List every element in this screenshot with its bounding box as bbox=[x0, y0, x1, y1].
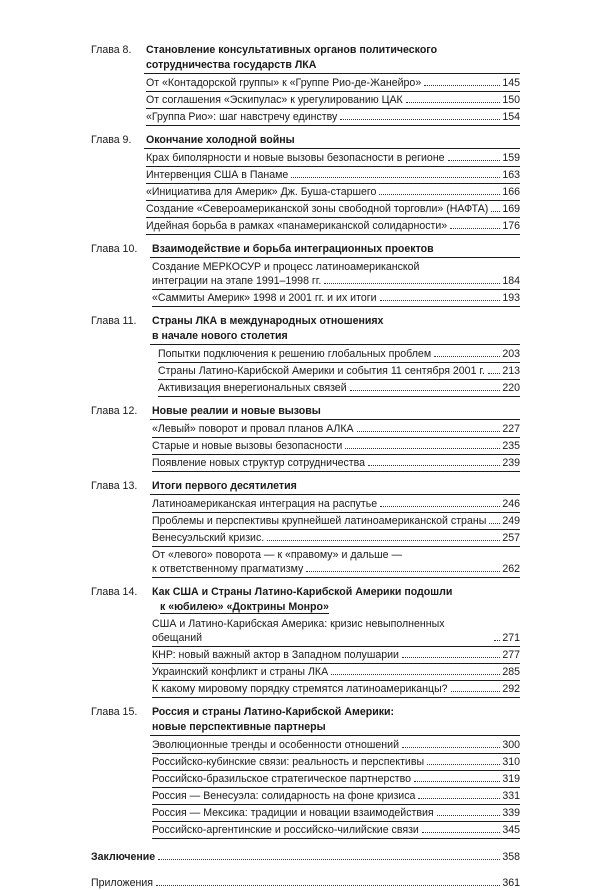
toc-entry[interactable]: Украинский конфликт и страны ЛКА 285 bbox=[152, 665, 520, 681]
toc-entry[interactable]: Интервенция США в Панаме 163 bbox=[146, 168, 520, 184]
toc-entry[interactable]: Идейная борьба в рамках «панамериканской солидарности» 176 bbox=[146, 219, 520, 235]
toc-entry-conclusion[interactable]: Заключение 358 bbox=[91, 851, 520, 863]
toc-entry[interactable]: Старые и новые вызовы безопасности 235 bbox=[152, 439, 520, 455]
toc-entry[interactable]: «Инициатива для Америк» Дж. Буша-старшего 166 bbox=[146, 185, 520, 201]
page-number: 345 bbox=[502, 824, 520, 836]
toc-entry[interactable]: Создание МЕРКОСУР и процесс латиноамериканской интеграции на этапе 1991–1998 гг. 184 bbox=[152, 260, 520, 290]
chapter-title: Окончание холодной войны bbox=[144, 133, 520, 149]
toc-entry[interactable]: Венесуэльский кризис. 257 bbox=[152, 531, 520, 547]
toc-entry[interactable]: От «левого» поворота — к «правому» и дальше — к ответственному прагматизму 262 bbox=[152, 548, 520, 578]
toc-entry[interactable]: Создание «Североамериканской зоны свободной торговли» (НАФТА) 169 bbox=[146, 202, 520, 218]
page-number: 277 bbox=[502, 649, 520, 661]
toc-entry[interactable]: Проблемы и перспективы крупнейшей латиноамериканской страны 249 bbox=[152, 514, 520, 530]
chapter-label: Глава 9. bbox=[91, 134, 132, 146]
page-number: 271 bbox=[502, 632, 520, 644]
toc-entry[interactable]: КНР: новый важный актор в Западном полушарии 277 bbox=[152, 648, 520, 664]
page-number: 154 bbox=[502, 111, 520, 123]
page-number: 249 bbox=[502, 515, 520, 527]
toc-entry[interactable]: Латиноамериканская интеграция на распутье 246 bbox=[152, 497, 520, 513]
toc-entry[interactable]: От «Контадорской группы» к «Группе Рио-де-Жанейро» 145 bbox=[146, 76, 520, 92]
page-number: 319 bbox=[502, 773, 520, 785]
toc-entry[interactable]: «Саммиты Америк» 1998 и 2001 гг. и их итоги 193 bbox=[152, 291, 520, 307]
page-number: 331 bbox=[502, 790, 520, 802]
toc-entry[interactable]: Эволюционные тренды и особенности отношений 300 bbox=[152, 738, 520, 754]
toc-entry[interactable]: Активизация внерегиональных связей 220 bbox=[158, 381, 520, 397]
page-number: 220 bbox=[502, 382, 520, 394]
toc-entry[interactable]: Россия — Венесуэла: солидарность на фоне кризиса 331 bbox=[152, 789, 520, 805]
page-number: 166 bbox=[502, 186, 520, 198]
page-number: 339 bbox=[502, 807, 520, 819]
page-number: 203 bbox=[502, 348, 520, 360]
chapter-label: Глава 8. bbox=[91, 44, 132, 56]
chapter-15 bbox=[91, 705, 520, 840]
toc-entry[interactable]: Попытки подключения к решению глобальных проблем 203 bbox=[158, 347, 520, 363]
chapter-label: Глава 11. bbox=[91, 315, 137, 327]
page-number: 227 bbox=[502, 423, 520, 435]
toc-entry[interactable]: Российско-бразильское стратегическое партнерство 319 bbox=[152, 772, 520, 788]
chapter-title: Как США и Страны Латино-Карибской Америки подошли к «юбилею» «Доктрины Монро» bbox=[152, 586, 453, 613]
page-number: 310 bbox=[502, 756, 520, 768]
page-number: 300 bbox=[502, 739, 520, 751]
page-number: 150 bbox=[502, 94, 520, 106]
toc-entry[interactable]: Страны Латино-Карибской Америки и события 11 сентября 2001 г. 213 bbox=[158, 364, 520, 380]
page-number: 285 bbox=[502, 666, 520, 678]
page-number: 358 bbox=[502, 851, 520, 863]
chapter-13 bbox=[91, 479, 520, 579]
page-number: 213 bbox=[502, 365, 520, 377]
chapter-12 bbox=[91, 404, 520, 473]
toc-entry[interactable]: США и Латино-Карибская Америка: кризис невыполненных обещаний 271 bbox=[152, 617, 520, 647]
page-number: 246 bbox=[502, 498, 520, 510]
page-number: 239 bbox=[502, 457, 520, 469]
chapter-label: Глава 10. bbox=[91, 243, 138, 255]
page-number: 193 bbox=[502, 292, 520, 304]
page-number: 262 bbox=[502, 563, 520, 575]
page-number: 176 bbox=[502, 220, 520, 232]
page-number: 169 bbox=[502, 203, 520, 215]
chapter-label: Глава 13. bbox=[91, 480, 138, 492]
toc-entry-appendix[interactable]: Приложения 361 bbox=[91, 877, 520, 889]
toc-entry[interactable]: «Левый» поворот и провал планов АЛКА 227 bbox=[152, 422, 520, 438]
chapter-title: Новые реалии и новые вызовы bbox=[150, 404, 520, 420]
toc-entry[interactable]: Российско-кубинские связи: реальность и перспективы 310 bbox=[152, 755, 520, 771]
toc-entry[interactable]: Появление новых структур сотрудничества 239 bbox=[152, 456, 520, 472]
toc-entry[interactable]: К какому мировому порядку стремятся латиноамериканцы? 292 bbox=[152, 682, 520, 698]
chapter-9 bbox=[91, 133, 520, 236]
toc-entry[interactable]: От соглашения «Эскипулас» к урегулированию ЦАК 150 bbox=[146, 93, 520, 109]
page-number: 163 bbox=[502, 169, 520, 181]
chapter-8 bbox=[91, 43, 520, 127]
chapter-title: Становление консультативных органов политического сотрудничества государств ЛКА bbox=[144, 43, 520, 74]
page-number: 257 bbox=[502, 532, 520, 544]
toc-entry[interactable]: Российско-аргентинские и российско-чилийские связи 345 bbox=[152, 823, 520, 839]
chapter-title: Итоги первого десятилетия bbox=[150, 479, 520, 495]
page-number: 292 bbox=[502, 683, 520, 695]
page-number: 361 bbox=[502, 877, 520, 889]
page-number: 235 bbox=[502, 440, 520, 452]
page-number: 159 bbox=[502, 152, 520, 164]
chapter-14 bbox=[91, 585, 520, 699]
toc-entry[interactable]: «Группа Рио»: шаг навстречу единству 154 bbox=[146, 110, 520, 126]
page-number: 145 bbox=[502, 77, 520, 89]
chapter-label: Глава 14. bbox=[91, 586, 138, 598]
chapter-11 bbox=[91, 314, 520, 398]
chapter-title: Страны ЛКА в международных отношениях в начале нового столетия bbox=[150, 314, 520, 345]
chapter-10 bbox=[91, 242, 520, 308]
chapter-label: Глава 12. bbox=[91, 405, 138, 417]
chapter-title: Взаимодействие и борьба интеграционных проектов bbox=[150, 242, 520, 258]
chapter-title: Россия и страны Латино-Карибской Америки: новые перспективные партнеры bbox=[150, 705, 520, 736]
toc-entry[interactable]: Крах биполярности и новые вызовы безопасности в регионе 159 bbox=[146, 151, 520, 167]
table-of-contents bbox=[91, 43, 520, 890]
page-number: 184 bbox=[502, 275, 520, 287]
toc-entry[interactable]: Россия — Мексика: традиции и новации взаимодействия 339 bbox=[152, 806, 520, 822]
chapter-label: Глава 15. bbox=[91, 706, 138, 718]
